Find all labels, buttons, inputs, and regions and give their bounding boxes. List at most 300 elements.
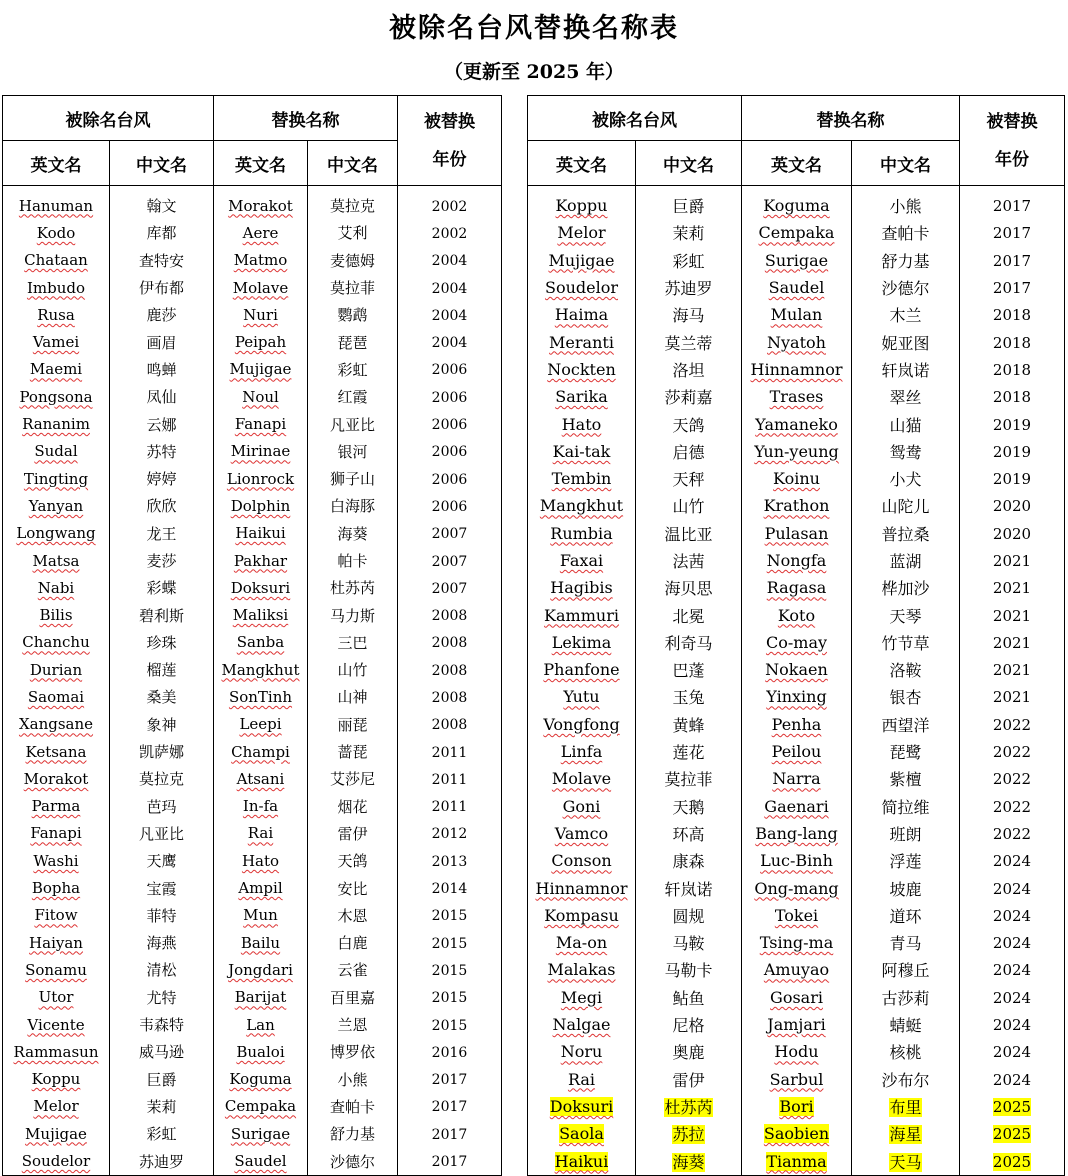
cell-replacement-cn	[852, 465, 960, 492]
cell-retired-en	[3, 219, 110, 246]
cell-retired-en	[528, 383, 636, 410]
cell-retired-cn	[110, 601, 214, 628]
cell-replacement-cn	[308, 301, 398, 328]
cell-text: 康森	[672, 852, 705, 872]
cell-text: 2022	[992, 797, 1032, 816]
cell-text: Xangsane	[18, 715, 94, 734]
table-row	[3, 1093, 502, 1120]
cell-replacement-en	[742, 1011, 852, 1038]
cell-text: 木恩	[337, 906, 368, 925]
table-row	[3, 492, 502, 519]
cell-retired-cn	[636, 683, 742, 710]
header-cn: 中文名	[308, 141, 398, 186]
cell-text: Surigae	[764, 250, 829, 270]
cell-retired-en	[3, 1093, 110, 1120]
cell-text: 2021	[992, 633, 1032, 652]
cell-text: 2025	[992, 1125, 1032, 1144]
cell-text: Lionrock	[226, 469, 295, 488]
cell-replacement-cn	[308, 956, 398, 983]
cell-text: Haiyan	[29, 933, 83, 952]
cell-retired-cn	[636, 765, 742, 792]
cell-replacement-en	[214, 683, 308, 710]
cell-text: 天鸽	[672, 415, 705, 435]
cell-text: 彩虹	[146, 1125, 177, 1144]
cell-replacement-en	[742, 902, 852, 929]
cell-text: 山竹	[672, 497, 705, 517]
header-year-line1: 被替换	[424, 111, 475, 132]
cell-replacement-en	[214, 601, 308, 628]
cell-replacement-en	[214, 301, 308, 328]
cell-text: 桑美	[146, 688, 177, 707]
cell-text: 妮亚图	[881, 333, 930, 353]
cell-replacement-en	[214, 247, 308, 274]
cell-replacement-en	[742, 1093, 852, 1120]
header-retired: 被除名台风	[3, 96, 214, 141]
cell-text: 巨爵	[146, 1070, 177, 1089]
cell-replacement-cn	[852, 247, 960, 274]
cell-retired-en	[528, 1011, 636, 1038]
cell-text: 黄蜂	[672, 715, 705, 735]
cell-text: Melor	[33, 1097, 79, 1116]
cell-retired-en	[528, 547, 636, 574]
cell-text: 山陀儿	[881, 497, 930, 517]
cell-year	[398, 1011, 502, 1038]
cell-text: Melor	[557, 223, 606, 243]
cell-text: Imbudo	[26, 278, 86, 297]
cell-text: 2024	[992, 906, 1032, 925]
cell-replacement-cn	[852, 874, 960, 901]
cell-text: Nockten	[547, 359, 616, 379]
cell-text: 北冕	[672, 606, 705, 626]
cell-retired-cn	[110, 186, 214, 220]
cell-retired-cn	[636, 902, 742, 929]
cell-year	[398, 738, 502, 765]
cell-retired-en	[528, 410, 636, 437]
cell-retired-cn	[636, 1147, 742, 1175]
cell-retired-en	[528, 438, 636, 465]
cell-year	[960, 984, 1065, 1011]
cell-text: 2002	[431, 198, 468, 215]
cell-replacement-en	[214, 1038, 308, 1065]
cell-text: Soudelor	[544, 278, 618, 298]
cell-text: Maemi	[29, 360, 83, 379]
table-row	[528, 465, 1065, 492]
cell-text: 山竹	[337, 661, 368, 680]
cell-retired-cn	[636, 1066, 742, 1093]
cell-year	[960, 574, 1065, 601]
cell-retired-en	[528, 1066, 636, 1093]
cell-replacement-en	[742, 874, 852, 901]
cell-year	[960, 765, 1065, 792]
cell-text: Faxai	[559, 551, 604, 570]
cell-year	[960, 874, 1065, 901]
cell-text: 竹节草	[881, 633, 930, 653]
table-row	[3, 247, 502, 274]
cell-retired-cn	[110, 465, 214, 492]
table-row	[3, 629, 502, 656]
cell-text: Aere	[242, 223, 279, 242]
cell-text: 2024	[992, 852, 1032, 871]
cell-year	[398, 1120, 502, 1147]
cell-replacement-cn	[308, 683, 398, 710]
cell-year	[398, 820, 502, 847]
table-row	[528, 1011, 1065, 1038]
cell-replacement-cn	[852, 793, 960, 820]
cell-text: 琵琶	[337, 333, 368, 352]
cell-retired-cn	[636, 711, 742, 738]
cell-replacement-en	[214, 186, 308, 220]
cell-text: Mujigae	[229, 360, 292, 379]
header-en: 英文名	[742, 141, 852, 186]
cell-text: Tokei	[774, 905, 819, 925]
cell-replacement-cn	[308, 629, 398, 656]
cell-replacement-cn	[308, 1120, 398, 1147]
cell-text: SonTinh	[228, 687, 293, 706]
table-row	[528, 219, 1065, 246]
cell-text: 烟花	[337, 797, 368, 816]
cell-year	[398, 186, 502, 220]
table-row	[3, 902, 502, 929]
cell-year	[398, 1038, 502, 1065]
table-row	[528, 274, 1065, 301]
table-row	[528, 902, 1065, 929]
cell-year	[398, 793, 502, 820]
cell-replacement-en	[742, 820, 852, 847]
cell-year	[398, 1093, 502, 1120]
cell-retired-en	[3, 438, 110, 465]
cell-retired-en	[3, 465, 110, 492]
cell-text: Molave	[551, 769, 612, 789]
cell-replacement-cn	[852, 574, 960, 601]
cell-replacement-cn	[308, 520, 398, 547]
cell-text: Hinnamnor	[750, 359, 843, 379]
cell-text: Molave	[232, 278, 289, 297]
cell-retired-cn	[636, 465, 742, 492]
table-row	[3, 520, 502, 547]
table-row	[3, 683, 502, 710]
cell-retired-cn	[636, 629, 742, 656]
cell-text: 2017	[992, 251, 1032, 270]
cell-retired-cn	[636, 574, 742, 601]
cell-text: Lan	[246, 1015, 275, 1034]
cell-year	[398, 547, 502, 574]
cell-retired-cn	[110, 547, 214, 574]
cell-text: 普拉桑	[881, 524, 930, 544]
cell-retired-en	[528, 683, 636, 710]
cell-retired-cn	[636, 1120, 742, 1147]
cell-retired-cn	[110, 765, 214, 792]
cell-replacement-cn	[308, 356, 398, 383]
cell-replacement-en	[214, 1093, 308, 1120]
cell-year	[398, 902, 502, 929]
cell-text: 欣欣	[146, 497, 177, 516]
cell-text: 莫拉菲	[664, 770, 713, 790]
cell-text: 小犬	[889, 470, 922, 490]
cell-replacement-en	[214, 711, 308, 738]
cell-retired-cn	[110, 274, 214, 301]
cell-text: Pulasan	[764, 523, 829, 543]
cell-retired-cn	[636, 520, 742, 547]
cell-text: 古莎莉	[881, 988, 930, 1008]
cell-retired-cn	[636, 847, 742, 874]
cell-text: 云雀	[337, 961, 368, 980]
cell-retired-cn	[110, 656, 214, 683]
cell-text: Bailu	[240, 933, 281, 952]
cell-replacement-en	[214, 465, 308, 492]
cell-text: 山神	[337, 688, 368, 707]
cell-text: 2020	[992, 497, 1032, 516]
cell-retired-cn	[110, 902, 214, 929]
cell-text: 小熊	[337, 1070, 368, 1089]
cell-replacement-en	[214, 1066, 308, 1093]
cell-retired-en	[3, 656, 110, 683]
cell-text: 2024	[992, 1043, 1032, 1062]
cell-retired-cn	[636, 601, 742, 628]
cell-year	[398, 711, 502, 738]
cell-text: 象神	[146, 715, 177, 734]
cell-retired-cn	[110, 247, 214, 274]
cell-year	[960, 793, 1065, 820]
cell-text: 沙德尔	[881, 279, 930, 299]
cell-replacement-cn	[852, 328, 960, 355]
cell-text: 青马	[889, 934, 922, 954]
cell-text: Mangkhut	[221, 660, 300, 679]
cell-text: 杜苏芮	[329, 579, 375, 598]
cell-text: 宝霞	[146, 879, 177, 898]
cell-retired-en	[528, 601, 636, 628]
table-row	[528, 738, 1065, 765]
cell-text: 海贝思	[664, 579, 713, 599]
cell-text: Penha	[771, 714, 822, 734]
cell-retired-cn	[110, 410, 214, 437]
cell-year	[960, 274, 1065, 301]
cell-text: 轩岚诺	[881, 360, 930, 380]
cell-text: Kodo	[36, 223, 76, 242]
cell-text: 2024	[992, 1016, 1032, 1035]
cell-text: 2006	[431, 362, 468, 379]
cell-text: 鲇鱼	[672, 988, 705, 1008]
cell-year	[398, 383, 502, 410]
cell-text: Yutu	[563, 687, 600, 707]
cell-retired-en	[528, 247, 636, 274]
table-row	[3, 547, 502, 574]
table-row	[528, 929, 1065, 956]
table-row	[3, 438, 502, 465]
cell-retired-cn	[636, 274, 742, 301]
cell-text: 2015	[431, 962, 468, 979]
cell-text: Ampil	[238, 879, 283, 898]
cell-retired-en	[3, 1011, 110, 1038]
cell-text: Phanfone	[543, 660, 620, 680]
table-row	[528, 956, 1065, 983]
cell-replacement-en	[214, 410, 308, 437]
cell-retired-en	[3, 1066, 110, 1093]
cell-text: 浮莲	[889, 852, 922, 872]
cell-text: 2017	[431, 1099, 468, 1116]
cell-text: 简拉维	[881, 797, 930, 817]
cell-text: Ma-on	[555, 933, 608, 953]
cell-retired-en	[3, 574, 110, 601]
table-row	[528, 820, 1065, 847]
cell-text: 启德	[672, 442, 705, 462]
cell-text: 2024	[992, 934, 1032, 953]
cell-text: 2022	[992, 743, 1032, 762]
cell-replacement-cn	[852, 984, 960, 1011]
cell-text: 2022	[992, 770, 1032, 789]
cell-year	[960, 1093, 1065, 1120]
cell-text: Vamco	[554, 823, 609, 843]
cell-text: Koinu	[773, 469, 820, 489]
cell-text: Durian	[29, 660, 83, 679]
table-row	[528, 711, 1065, 738]
cell-retired-en	[528, 629, 636, 656]
cell-replacement-en	[214, 1120, 308, 1147]
cell-text: Tembin	[551, 469, 612, 489]
cell-replacement-cn	[308, 1066, 398, 1093]
cell-text: Fanapi	[30, 824, 82, 843]
cell-text: 2015	[431, 1017, 468, 1034]
cell-text: 银河	[337, 442, 368, 461]
cell-text: 2021	[992, 688, 1032, 707]
table-row	[528, 1147, 1065, 1175]
cell-text: 莲花	[672, 743, 705, 763]
table-row	[528, 656, 1065, 683]
cell-retired-en	[528, 874, 636, 901]
cell-retired-en	[528, 328, 636, 355]
cell-text: Malakas	[547, 960, 616, 980]
cell-year	[398, 492, 502, 519]
cell-year	[398, 929, 502, 956]
cell-text: Nabi	[37, 578, 75, 597]
cell-replacement-cn	[308, 765, 398, 792]
cell-replacement-cn	[308, 186, 398, 220]
cell-year	[398, 520, 502, 547]
cell-replacement-cn	[852, 656, 960, 683]
cell-replacement-cn	[308, 219, 398, 246]
cell-retired-cn	[636, 410, 742, 437]
cell-text: Leepi	[239, 715, 282, 734]
cell-text: 艾利	[337, 224, 368, 243]
cell-replacement-cn	[852, 902, 960, 929]
cell-text: 蓝湖	[889, 552, 922, 571]
cell-retired-en	[528, 656, 636, 683]
cell-replacement-cn	[852, 629, 960, 656]
table-row	[3, 410, 502, 437]
cell-text: 2018	[992, 388, 1032, 407]
cell-retired-cn	[110, 1038, 214, 1065]
cell-text: 苏迪罗	[664, 279, 713, 299]
cell-text: 2018	[992, 360, 1032, 379]
cell-text: Rumbia	[550, 523, 613, 543]
cell-text: Koguma	[229, 1070, 292, 1089]
cell-text: Washi	[33, 851, 79, 870]
cell-text: 巴蓬	[672, 661, 705, 681]
cell-text: Hanuman	[18, 196, 94, 215]
cell-replacement-en	[742, 683, 852, 710]
cell-replacement-en	[742, 520, 852, 547]
cell-text: 2012	[431, 826, 468, 843]
cell-text: Bualoi	[236, 1042, 285, 1061]
cell-retired-en	[528, 793, 636, 820]
cell-retired-cn	[110, 383, 214, 410]
cell-year	[398, 656, 502, 683]
cell-text: Haima	[554, 305, 609, 325]
cell-text: 2006	[431, 444, 468, 461]
cell-retired-en	[528, 492, 636, 519]
table-row	[3, 1066, 502, 1093]
cell-retired-cn	[110, 683, 214, 710]
cell-text: 2021	[992, 579, 1032, 598]
table-row	[528, 1093, 1065, 1120]
cell-retired-en	[528, 219, 636, 246]
cell-replacement-cn	[852, 683, 960, 710]
header-en: 英文名	[214, 141, 308, 186]
cell-text: Megi	[560, 987, 603, 1007]
cell-text: 2024	[992, 988, 1032, 1007]
cell-retired-en	[3, 984, 110, 1011]
cell-replacement-cn	[308, 465, 398, 492]
cell-retired-en	[3, 1038, 110, 1065]
cell-replacement-en	[214, 956, 308, 983]
cell-replacement-cn	[308, 1011, 398, 1038]
cell-retired-cn	[110, 711, 214, 738]
table-row	[528, 186, 1065, 220]
cell-replacement-cn	[308, 601, 398, 628]
cell-replacement-cn	[852, 1066, 960, 1093]
cell-replacement-cn	[308, 574, 398, 601]
cell-text: 2024	[992, 879, 1032, 898]
cell-text: Lekima	[551, 632, 612, 652]
cell-replacement-en	[742, 186, 852, 220]
cell-text: 韦森特	[138, 1016, 184, 1035]
cell-text: Pakhar	[233, 551, 288, 570]
right-table	[527, 95, 1065, 1176]
cell-text: 2020	[992, 524, 1032, 543]
cell-replacement-en	[742, 765, 852, 792]
cell-text: 天鹅	[672, 797, 705, 817]
cell-text: 圆规	[672, 906, 705, 926]
cell-text: 茉莉	[672, 224, 705, 244]
cell-year	[398, 984, 502, 1011]
cell-text: 海星	[889, 1125, 922, 1145]
cell-year	[960, 902, 1065, 929]
cell-text: Meranti	[549, 332, 614, 352]
cell-replacement-cn	[308, 438, 398, 465]
cell-replacement-cn	[852, 929, 960, 956]
cell-text: Utor	[38, 988, 74, 1007]
cell-retired-cn	[110, 1093, 214, 1120]
cell-retired-cn	[110, 793, 214, 820]
table-row	[3, 274, 502, 301]
cell-text: 2007	[431, 580, 468, 597]
cell-retired-cn	[636, 738, 742, 765]
cell-replacement-cn	[852, 274, 960, 301]
cell-year	[960, 438, 1065, 465]
table-row	[528, 356, 1065, 383]
cell-year	[960, 383, 1065, 410]
cell-year	[960, 820, 1065, 847]
cell-text: 核桃	[889, 1043, 922, 1063]
cell-text: Dolphin	[230, 496, 291, 515]
cell-text: 2006	[431, 417, 468, 434]
cell-retired-en	[528, 274, 636, 301]
header-cn: 中文名	[636, 141, 742, 186]
cell-text: Rananim	[22, 415, 90, 434]
cell-retired-cn	[636, 186, 742, 220]
cell-text: 麦莎	[146, 552, 177, 570]
cell-text: 珍珠	[146, 633, 177, 652]
cell-text: 2006	[431, 471, 468, 488]
